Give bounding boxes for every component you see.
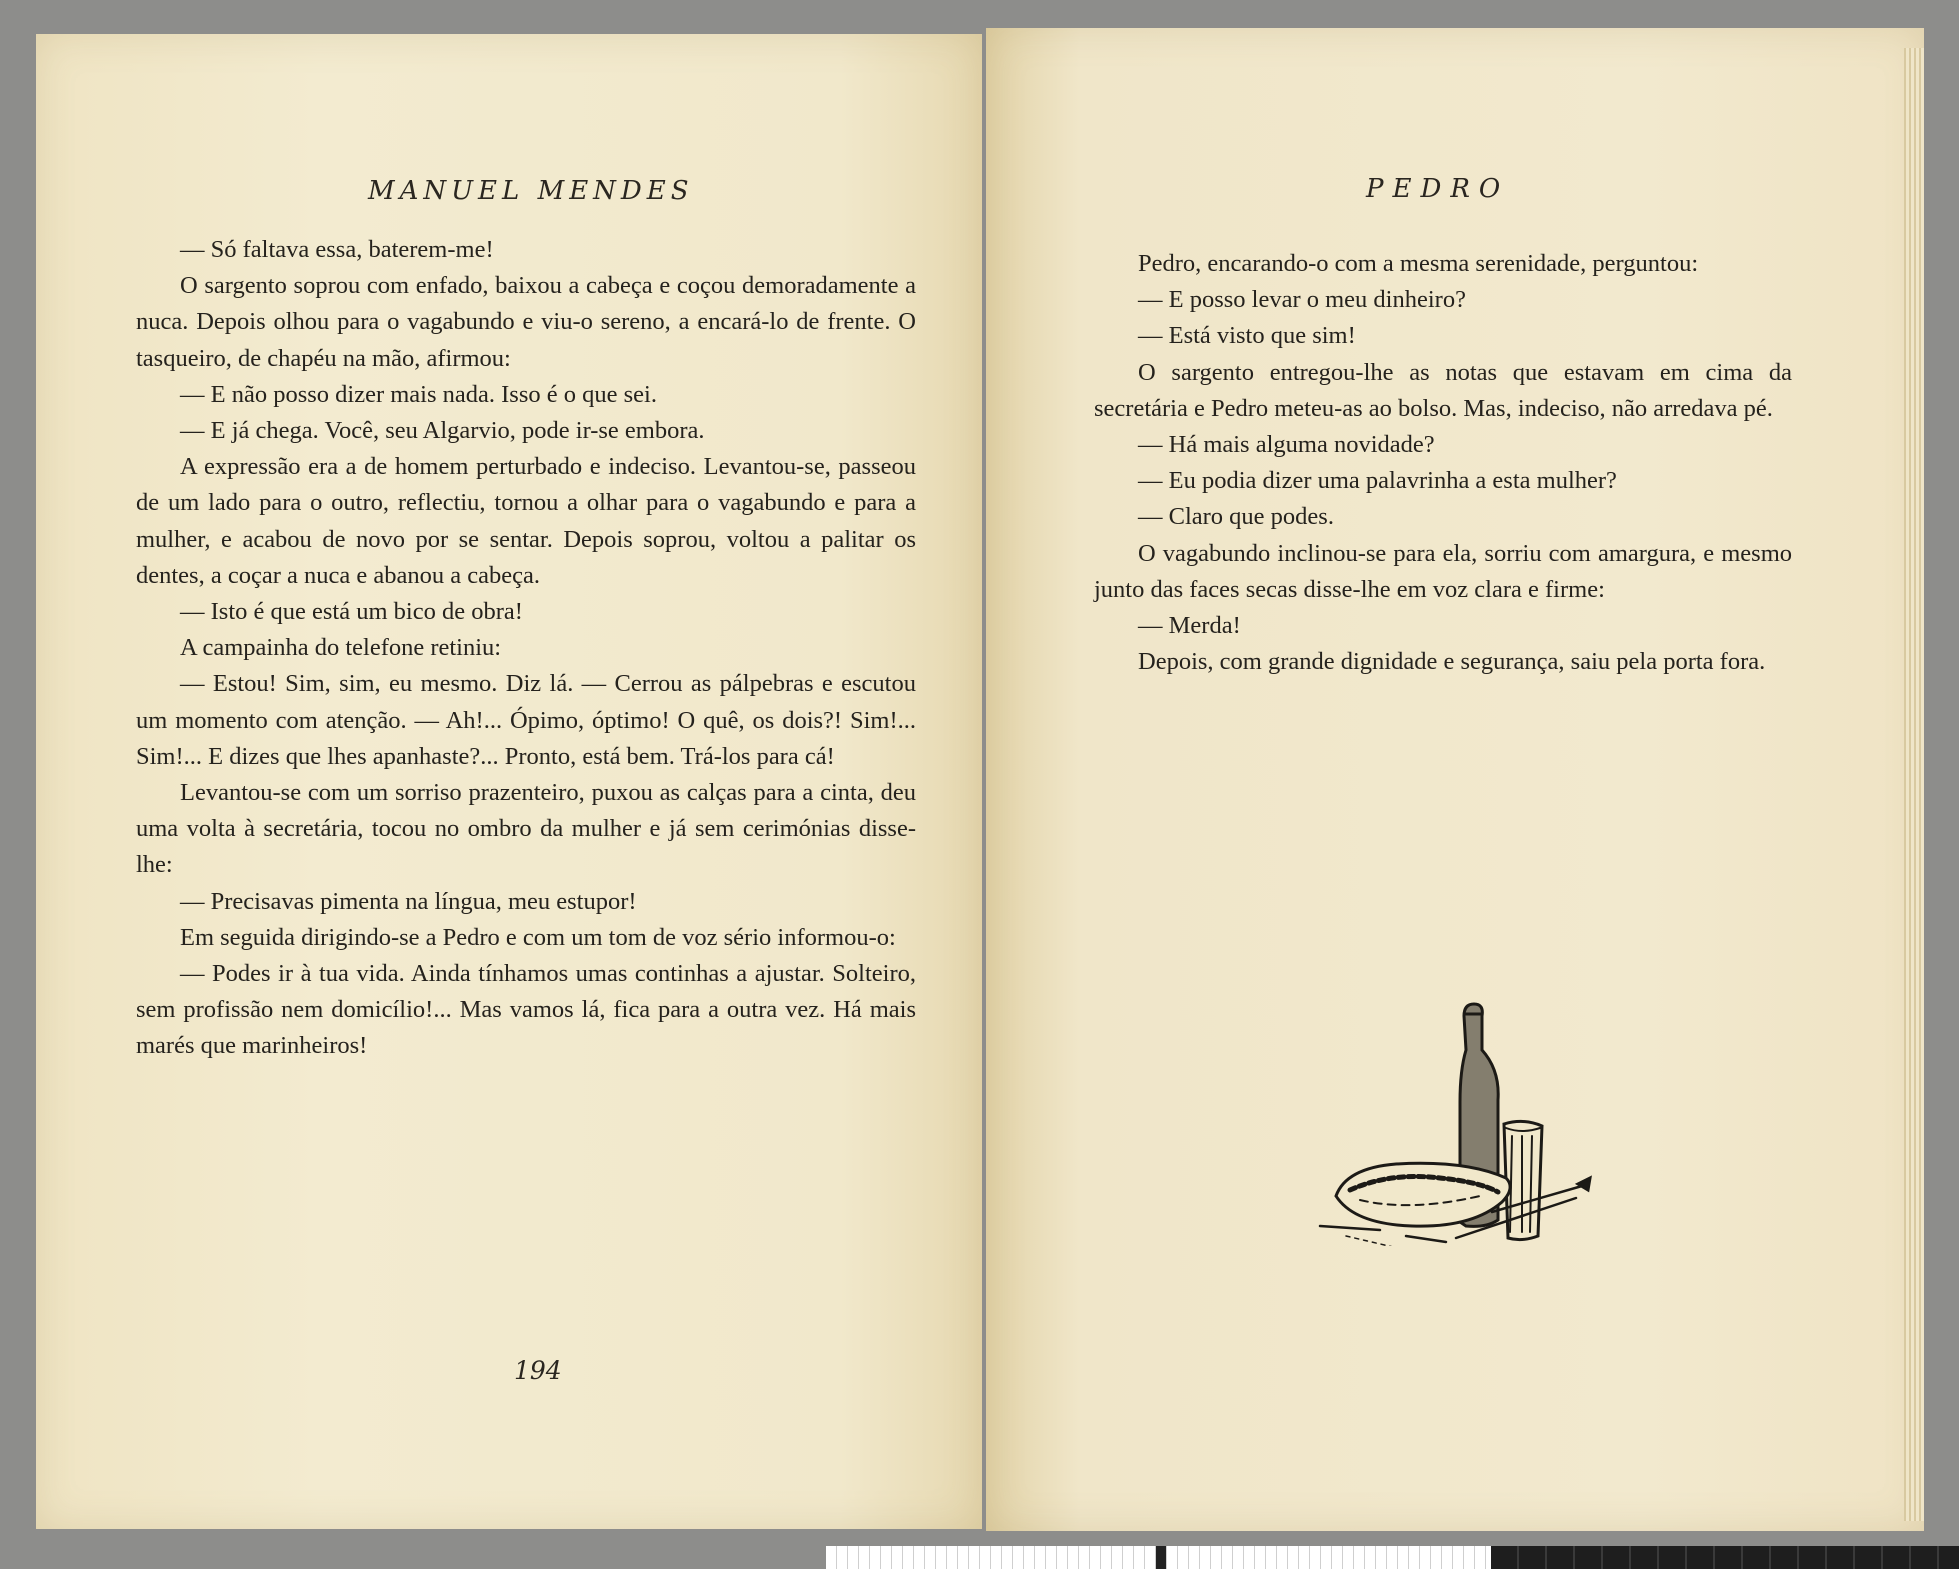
paragraph: Pedro, encarando-o com a mesma serenidade, perguntou: bbox=[1138, 250, 1699, 277]
paragraph: O sargento entregou-lhe as notas que estavam em cima da secretária e Pedro meteu-as ao bolso. Mas, indeciso, não arredava pé. bbox=[1094, 358, 1792, 422]
paragraph: — Merda! bbox=[1138, 612, 1241, 640]
left-page bbox=[36, 34, 982, 1529]
paragraph: — Está visto que sim! bbox=[1138, 322, 1356, 350]
paragraph: O sargento soprou com enfado, baixou a cabeça e coçou demoradamente a nuca. Depois olhou para o vagabundo e viu-o sereno, a encará-lo de frente. O tasqueiro, de chapéu na mão, afirmou: bbox=[136, 272, 916, 372]
paragraph: — E posso levar o meu dinheiro? bbox=[1138, 286, 1466, 314]
paragraph: — Eu podia dizer uma palavrinha a esta mulher? bbox=[1138, 467, 1617, 495]
left-text-block bbox=[136, 232, 916, 1065]
paragraph: Levantou-se com um sorriso prazenteiro, puxou as calças para a cinta, deu uma volta à secretária, tocou no ombro da mulher e já sem cerimónias disse-lhe: bbox=[136, 779, 916, 879]
paragraph: — Só faltava essa, baterem-me! bbox=[180, 236, 494, 263]
paragraph: A expressão era a de homem perturbado e indeciso. Levantou-se, passeou de um lado para o outro, reflectiu, tornou a olhar para o vagabundo e para a mulher, e acabou de novo por se sentar. Depois soprou, voltou a palitar os dentes, a coçar a nuca e abanou a cabeça. bbox=[136, 453, 916, 589]
right-page bbox=[986, 28, 1924, 1531]
paragraph: — Precisavas pimenta na língua, meu estupor! bbox=[180, 887, 637, 915]
paragraph: — E já chega. Você, seu Algarvio, pode ir-se embora. bbox=[180, 417, 705, 445]
right-text-block bbox=[1094, 246, 1792, 680]
paragraph: — Estou! Sim, sim, eu mesmo. Diz lá. — Cerrou as pálpebras e escutou um momento com atenção. — Ah!... Ópimo, óptimo! O quê, os dois?! Sim!... Sim!... E dizes que lhes apanhaste?... Pronto, está bem. Trá-los para cá! bbox=[136, 670, 916, 770]
page-number: 194 bbox=[514, 1356, 562, 1385]
paragraph: Em seguida dirigindo-se a Pedro e com um tom de voz sério informou-o: bbox=[180, 923, 896, 951]
ruler-dark-segment bbox=[1491, 1546, 1959, 1569]
paragraph: — Podes ir à tua vida. Ainda tínhamos umas continhas a ajustar. Solteiro, sem profissão nem domicílio!... Mas vamos lá, fica para a outra vez. Há mais marés que marinheiros! bbox=[136, 960, 916, 1060]
right-running-head: PEDRO bbox=[1366, 174, 1510, 204]
left-running-head: MANUEL MENDES bbox=[368, 176, 694, 206]
paragraph: A campainha do telefone retiniu: bbox=[180, 634, 502, 662]
page-edge bbox=[1904, 48, 1924, 1521]
ruler-marker bbox=[1156, 1546, 1166, 1569]
paragraph: — E não posso dizer mais nada. Isso é o que sei. bbox=[180, 380, 657, 408]
paragraph: — Há mais alguma novidade? bbox=[1138, 431, 1435, 459]
paragraph: — Claro que podes. bbox=[1138, 503, 1334, 531]
paragraph: O vagabundo inclinou-se para ela, sorriu com amargura, e mesmo junto das faces secas disse-lhe em voz clara e firme: bbox=[1094, 539, 1792, 603]
paragraph: — Isto é que está um bico de obra! bbox=[180, 598, 523, 626]
scale-ruler bbox=[826, 1546, 1959, 1569]
still-life-illustration bbox=[1316, 986, 1596, 1246]
paragraph: Depois, com grande dignidade e segurança, saiu pela porta fora. bbox=[1138, 648, 1766, 676]
